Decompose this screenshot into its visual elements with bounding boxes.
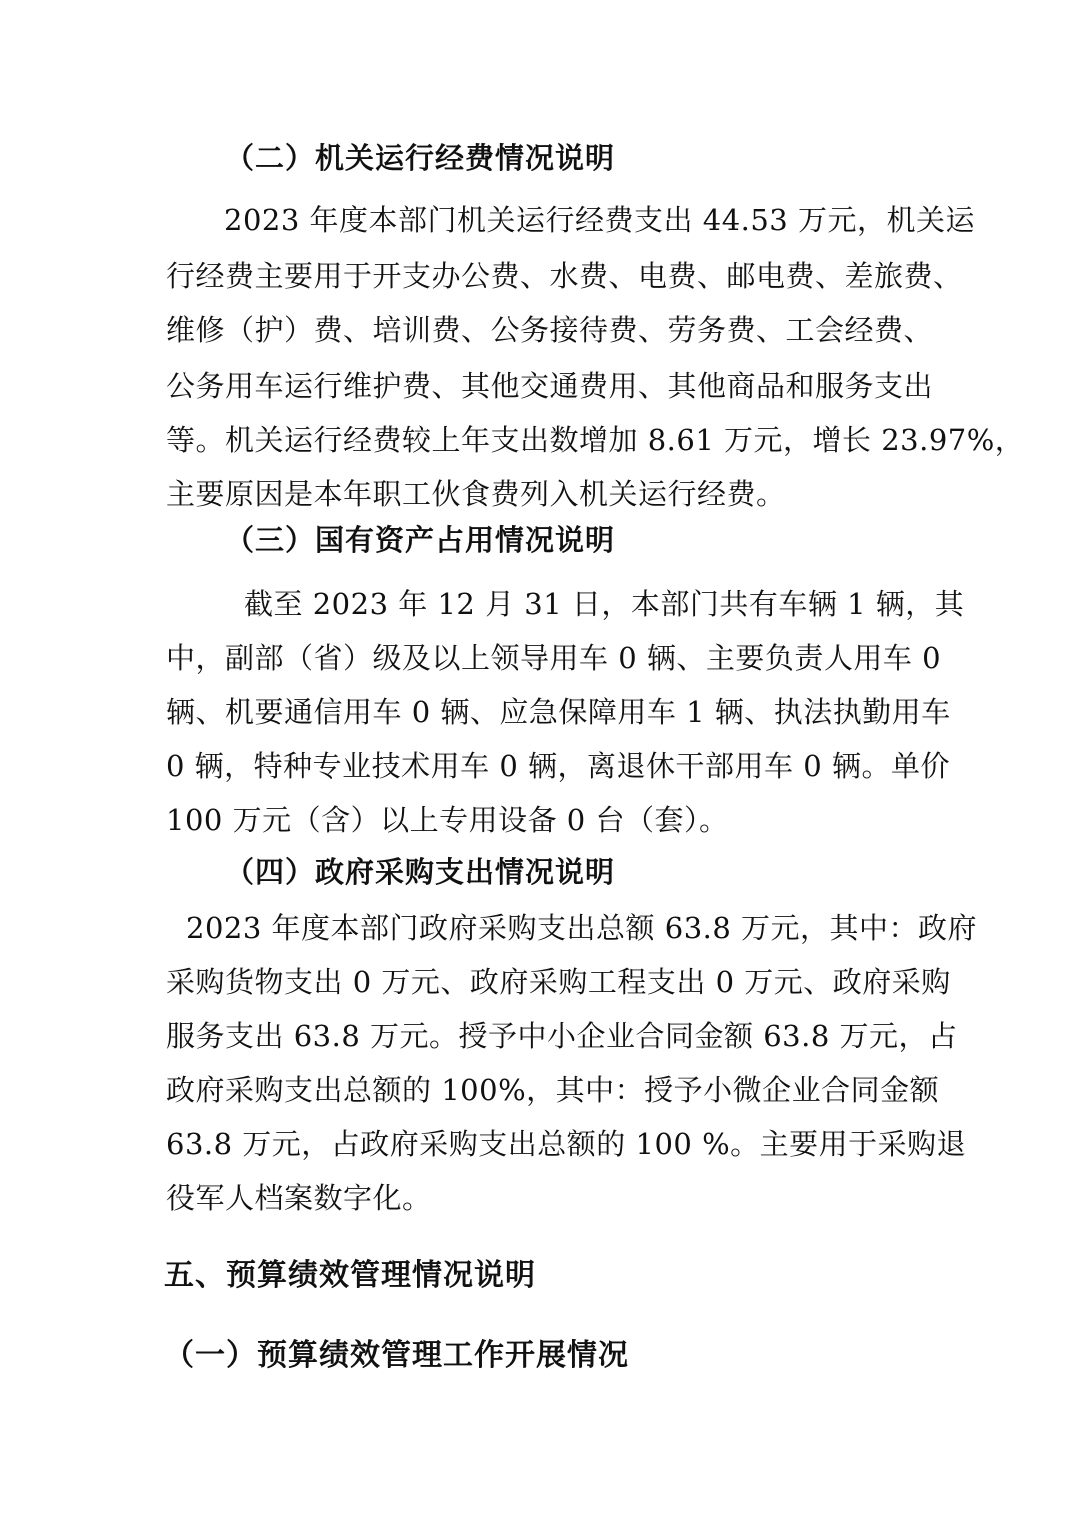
section-heading-2: （二）机关运行经费情况说明 (225, 141, 616, 175)
paragraph-line: 63.8 万元，占政府采购支出总额的 100 %。主要用于采购退 (166, 1127, 967, 1161)
paragraph-line: 服务支出 63.8 万元。授予中小企业合同金额 63.8 万元，占 (166, 1019, 958, 1053)
paragraph-line: 役军人档案数字化。 (166, 1181, 432, 1215)
section-heading-4: （四）政府采购支出情况说明 (225, 855, 616, 889)
paragraph-line: 公务用车运行维护费、其他交通费用、其他商品和服务支出 (166, 369, 934, 403)
section-heading-3: （三）国有资产占用情况说明 (225, 523, 616, 557)
paragraph-line: 维修（护）费、培训费、公务接待费、劳务费、工会经费、 (166, 313, 934, 347)
paragraph-line: 0 辆，特种专业技术用车 0 辆，离退休干部用车 0 辆。单价 (166, 749, 950, 783)
paragraph-line: 行经费主要用于开支办公费、水费、电费、邮电费、差旅费、 (166, 259, 963, 293)
paragraph-line: 政府采购支出总额的 100%，其中：授予小微企业合同金额 (166, 1073, 940, 1107)
paragraph-line: 2023 年度本部门政府采购支出总额 63.8 万元，其中：政府 (186, 911, 978, 945)
paragraph-line: 辆、机要通信用车 0 辆、应急保障用车 1 辆、执法执勤用车 (166, 695, 951, 729)
paragraph-line: 100 万元（含）以上专用设备 0 台（套）。 (166, 803, 729, 837)
chapter-heading-5: 五、预算绩效管理情况说明 (164, 1258, 536, 1293)
paragraph-line: 主要原因是本年职工伙食费列入机关运行经费。 (166, 477, 786, 511)
paragraph-line: 截至 2023 年 12 月 31 日，本部门共有车辆 1 辆，其 (244, 587, 965, 621)
paragraph-line: 2023 年度本部门机关运行经费支出 44.53 万元，机关运 (224, 203, 975, 237)
paragraph-line: 等。机关运行经费较上年支出数增加 8.61 万元，增长 23.97%， (166, 423, 1025, 457)
paragraph-line: 采购货物支出 0 万元、政府采购工程支出 0 万元、政府采购 (166, 965, 951, 999)
subsection-heading-5-1: （一）预算绩效管理工作开展情况 (164, 1338, 629, 1373)
paragraph-line: 中，副部（省）级及以上领导用车 0 辆、主要负责人用车 0 (166, 641, 942, 675)
